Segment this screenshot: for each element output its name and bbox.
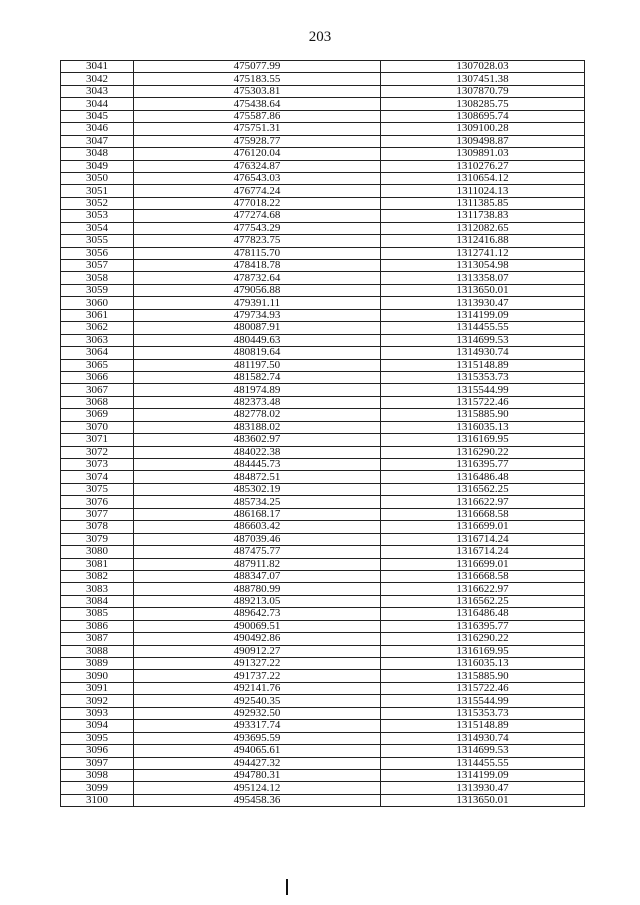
page-number: 203 xyxy=(308,29,332,45)
point-id-cell: 3082 xyxy=(61,570,134,582)
coordinates-table-body xyxy=(61,61,585,807)
table-row xyxy=(61,297,585,309)
point-id-cell: 3091 xyxy=(61,682,134,694)
point-id-cell: 3069 xyxy=(61,409,134,421)
x-coordinate-cell: 487911.82 xyxy=(134,558,381,570)
table-row xyxy=(61,347,585,359)
point-id-cell: 3043 xyxy=(61,85,134,97)
point-id-cell: 3041 xyxy=(61,61,134,73)
table-row xyxy=(61,732,585,744)
x-coordinate-cell: 486603.42 xyxy=(134,521,381,533)
table-row xyxy=(61,384,585,396)
point-id-cell: 3063 xyxy=(61,334,134,346)
point-id-cell: 3079 xyxy=(61,533,134,545)
x-coordinate-cell: 494065.61 xyxy=(134,745,381,757)
x-coordinate-cell: 486168.17 xyxy=(134,508,381,520)
x-coordinate-cell: 491737.22 xyxy=(134,670,381,682)
x-coordinate-cell: 479056.88 xyxy=(134,284,381,296)
y-coordinate-cell: 1315885.90 xyxy=(381,409,585,421)
x-coordinate-cell: 478418.78 xyxy=(134,260,381,272)
table-row xyxy=(61,633,585,645)
x-coordinate-cell: 475183.55 xyxy=(134,73,381,85)
footer-mark xyxy=(286,879,288,895)
y-coordinate-cell: 1315544.99 xyxy=(381,695,585,707)
point-id-cell: 3057 xyxy=(61,260,134,272)
table-row xyxy=(61,371,585,383)
x-coordinate-cell: 490492.86 xyxy=(134,633,381,645)
table-row xyxy=(61,757,585,769)
point-id-cell: 3094 xyxy=(61,720,134,732)
table-row xyxy=(61,695,585,707)
y-coordinate-cell: 1313358.07 xyxy=(381,272,585,284)
point-id-cell: 3078 xyxy=(61,521,134,533)
point-id-cell: 3054 xyxy=(61,222,134,234)
y-coordinate-cell: 1316714.24 xyxy=(381,533,585,545)
table-row xyxy=(61,570,585,582)
table-row xyxy=(61,272,585,284)
table-row xyxy=(61,185,585,197)
point-id-cell: 3100 xyxy=(61,794,134,806)
x-coordinate-cell: 492932.50 xyxy=(134,707,381,719)
x-coordinate-cell: 477274.68 xyxy=(134,210,381,222)
x-coordinate-cell: 477018.22 xyxy=(134,197,381,209)
point-id-cell: 3074 xyxy=(61,471,134,483)
table-row xyxy=(61,110,585,122)
x-coordinate-cell: 476120.04 xyxy=(134,148,381,160)
table-row xyxy=(61,707,585,719)
x-coordinate-cell: 489642.73 xyxy=(134,608,381,620)
point-id-cell: 3060 xyxy=(61,297,134,309)
x-coordinate-cell: 478115.70 xyxy=(134,247,381,259)
table-row xyxy=(61,595,585,607)
y-coordinate-cell: 1313650.01 xyxy=(381,794,585,806)
y-coordinate-cell: 1315148.89 xyxy=(381,720,585,732)
y-coordinate-cell: 1315722.46 xyxy=(381,396,585,408)
table-row xyxy=(61,421,585,433)
y-coordinate-cell: 1315885.90 xyxy=(381,670,585,682)
y-coordinate-cell: 1316395.77 xyxy=(381,620,585,632)
y-coordinate-cell: 1316395.77 xyxy=(381,459,585,471)
point-id-cell: 3052 xyxy=(61,197,134,209)
y-coordinate-cell: 1316668.58 xyxy=(381,570,585,582)
point-id-cell: 3058 xyxy=(61,272,134,284)
point-id-cell: 3085 xyxy=(61,608,134,620)
x-coordinate-cell: 487039.46 xyxy=(134,533,381,545)
y-coordinate-cell: 1307451.38 xyxy=(381,73,585,85)
table-row xyxy=(61,61,585,73)
y-coordinate-cell: 1315722.46 xyxy=(381,682,585,694)
x-coordinate-cell: 481974.89 xyxy=(134,384,381,396)
y-coordinate-cell: 1312416.88 xyxy=(381,235,585,247)
x-coordinate-cell: 491327.22 xyxy=(134,658,381,670)
point-id-cell: 3090 xyxy=(61,670,134,682)
table-row xyxy=(61,782,585,794)
x-coordinate-cell: 487475.77 xyxy=(134,546,381,558)
y-coordinate-cell: 1315148.89 xyxy=(381,359,585,371)
y-coordinate-cell: 1308695.74 xyxy=(381,110,585,122)
y-coordinate-cell: 1312741.12 xyxy=(381,247,585,259)
point-id-cell: 3068 xyxy=(61,396,134,408)
table-row xyxy=(61,197,585,209)
table-row xyxy=(61,135,585,147)
table-row xyxy=(61,459,585,471)
x-coordinate-cell: 493695.59 xyxy=(134,732,381,744)
table-row xyxy=(61,309,585,321)
x-coordinate-cell: 493317.74 xyxy=(134,720,381,732)
point-id-cell: 3095 xyxy=(61,732,134,744)
y-coordinate-cell: 1316699.01 xyxy=(381,558,585,570)
table-row xyxy=(61,359,585,371)
y-coordinate-cell: 1311385.85 xyxy=(381,197,585,209)
table-row xyxy=(61,446,585,458)
table-row xyxy=(61,521,585,533)
y-coordinate-cell: 1316169.95 xyxy=(381,645,585,657)
table-row xyxy=(61,583,585,595)
x-coordinate-cell: 481582.74 xyxy=(134,371,381,383)
point-id-cell: 3059 xyxy=(61,284,134,296)
table-row xyxy=(61,172,585,184)
x-coordinate-cell: 475928.77 xyxy=(134,135,381,147)
x-coordinate-cell: 485302.19 xyxy=(134,483,381,495)
table-row xyxy=(61,546,585,558)
y-coordinate-cell: 1314699.53 xyxy=(381,334,585,346)
y-coordinate-cell: 1316035.13 xyxy=(381,658,585,670)
y-coordinate-cell: 1313054.98 xyxy=(381,260,585,272)
table-row xyxy=(61,558,585,570)
y-coordinate-cell: 1314930.74 xyxy=(381,347,585,359)
y-coordinate-cell: 1314199.09 xyxy=(381,769,585,781)
y-coordinate-cell: 1313650.01 xyxy=(381,284,585,296)
x-coordinate-cell: 481197.50 xyxy=(134,359,381,371)
point-id-cell: 3048 xyxy=(61,148,134,160)
point-id-cell: 3053 xyxy=(61,210,134,222)
x-coordinate-cell: 477823.75 xyxy=(134,235,381,247)
x-coordinate-cell: 483188.02 xyxy=(134,421,381,433)
x-coordinate-cell: 490069.51 xyxy=(134,620,381,632)
point-id-cell: 3042 xyxy=(61,73,134,85)
table-row xyxy=(61,73,585,85)
point-id-cell: 3096 xyxy=(61,745,134,757)
point-id-cell: 3081 xyxy=(61,558,134,570)
table-row xyxy=(61,769,585,781)
x-coordinate-cell: 483602.97 xyxy=(134,434,381,446)
y-coordinate-cell: 1314699.53 xyxy=(381,745,585,757)
point-id-cell: 3076 xyxy=(61,496,134,508)
y-coordinate-cell: 1314455.55 xyxy=(381,322,585,334)
point-id-cell: 3062 xyxy=(61,322,134,334)
x-coordinate-cell: 480449.63 xyxy=(134,334,381,346)
point-id-cell: 3080 xyxy=(61,546,134,558)
y-coordinate-cell: 1316290.22 xyxy=(381,446,585,458)
y-coordinate-cell: 1316290.22 xyxy=(381,633,585,645)
table-row xyxy=(61,322,585,334)
table-row xyxy=(61,260,585,272)
y-coordinate-cell: 1316714.24 xyxy=(381,546,585,558)
table-row xyxy=(61,85,585,97)
point-id-cell: 3064 xyxy=(61,347,134,359)
table-row xyxy=(61,645,585,657)
x-coordinate-cell: 490912.27 xyxy=(134,645,381,657)
point-id-cell: 3065 xyxy=(61,359,134,371)
table-row xyxy=(61,620,585,632)
point-id-cell: 3097 xyxy=(61,757,134,769)
y-coordinate-cell: 1316035.13 xyxy=(381,421,585,433)
table-row xyxy=(61,434,585,446)
y-coordinate-cell: 1316622.97 xyxy=(381,496,585,508)
table-row xyxy=(61,222,585,234)
table-row xyxy=(61,284,585,296)
x-coordinate-cell: 475751.31 xyxy=(134,123,381,135)
y-coordinate-cell: 1316562.25 xyxy=(381,595,585,607)
x-coordinate-cell: 488780.99 xyxy=(134,583,381,595)
x-coordinate-cell: 476543.03 xyxy=(134,172,381,184)
point-id-cell: 3047 xyxy=(61,135,134,147)
y-coordinate-cell: 1316562.25 xyxy=(381,483,585,495)
point-id-cell: 3055 xyxy=(61,235,134,247)
point-id-cell: 3072 xyxy=(61,446,134,458)
y-coordinate-cell: 1311024.13 xyxy=(381,185,585,197)
y-coordinate-cell: 1310654.12 xyxy=(381,172,585,184)
point-id-cell: 3067 xyxy=(61,384,134,396)
y-coordinate-cell: 1313930.47 xyxy=(381,782,585,794)
table-row xyxy=(61,670,585,682)
point-id-cell: 3093 xyxy=(61,707,134,719)
y-coordinate-cell: 1309891.03 xyxy=(381,148,585,160)
point-id-cell: 3044 xyxy=(61,98,134,110)
y-coordinate-cell: 1309100.28 xyxy=(381,123,585,135)
point-id-cell: 3050 xyxy=(61,172,134,184)
point-id-cell: 3084 xyxy=(61,595,134,607)
point-id-cell: 3092 xyxy=(61,695,134,707)
table-row xyxy=(61,123,585,135)
y-coordinate-cell: 1312082.65 xyxy=(381,222,585,234)
y-coordinate-cell: 1316622.97 xyxy=(381,583,585,595)
x-coordinate-cell: 479391.11 xyxy=(134,297,381,309)
table-row xyxy=(61,148,585,160)
point-id-cell: 3070 xyxy=(61,421,134,433)
x-coordinate-cell: 488347.07 xyxy=(134,570,381,582)
table-row xyxy=(61,98,585,110)
coordinates-table xyxy=(60,60,585,807)
x-coordinate-cell: 495124.12 xyxy=(134,782,381,794)
table-row xyxy=(61,794,585,806)
table-row xyxy=(61,210,585,222)
x-coordinate-cell: 482778.02 xyxy=(134,409,381,421)
x-coordinate-cell: 492540.35 xyxy=(134,695,381,707)
table-row xyxy=(61,247,585,259)
y-coordinate-cell: 1316668.58 xyxy=(381,508,585,520)
x-coordinate-cell: 485734.25 xyxy=(134,496,381,508)
y-coordinate-cell: 1309498.87 xyxy=(381,135,585,147)
x-coordinate-cell: 475303.81 xyxy=(134,85,381,97)
table-row xyxy=(61,508,585,520)
point-id-cell: 3073 xyxy=(61,459,134,471)
table-row xyxy=(61,483,585,495)
table-row xyxy=(61,720,585,732)
y-coordinate-cell: 1316486.48 xyxy=(381,608,585,620)
point-id-cell: 3088 xyxy=(61,645,134,657)
point-id-cell: 3066 xyxy=(61,371,134,383)
x-coordinate-cell: 476324.87 xyxy=(134,160,381,172)
x-coordinate-cell: 494427.32 xyxy=(134,757,381,769)
x-coordinate-cell: 484872.51 xyxy=(134,471,381,483)
y-coordinate-cell: 1313930.47 xyxy=(381,297,585,309)
y-coordinate-cell: 1315544.99 xyxy=(381,384,585,396)
table-row xyxy=(61,658,585,670)
point-id-cell: 3061 xyxy=(61,309,134,321)
x-coordinate-cell: 482373.48 xyxy=(134,396,381,408)
table-row xyxy=(61,235,585,247)
y-coordinate-cell: 1307028.03 xyxy=(381,61,585,73)
x-coordinate-cell: 492141.76 xyxy=(134,682,381,694)
x-coordinate-cell: 480087.91 xyxy=(134,322,381,334)
point-id-cell: 3049 xyxy=(61,160,134,172)
table-row xyxy=(61,471,585,483)
point-id-cell: 3077 xyxy=(61,508,134,520)
x-coordinate-cell: 495458.36 xyxy=(134,794,381,806)
x-coordinate-cell: 475587.86 xyxy=(134,110,381,122)
x-coordinate-cell: 484445.73 xyxy=(134,459,381,471)
point-id-cell: 3056 xyxy=(61,247,134,259)
point-id-cell: 3075 xyxy=(61,483,134,495)
point-id-cell: 3046 xyxy=(61,123,134,135)
y-coordinate-cell: 1308285.75 xyxy=(381,98,585,110)
y-coordinate-cell: 1316486.48 xyxy=(381,471,585,483)
table-row xyxy=(61,533,585,545)
y-coordinate-cell: 1314930.74 xyxy=(381,732,585,744)
point-id-cell: 3071 xyxy=(61,434,134,446)
point-id-cell: 3098 xyxy=(61,769,134,781)
x-coordinate-cell: 476774.24 xyxy=(134,185,381,197)
table-row xyxy=(61,496,585,508)
x-coordinate-cell: 494780.31 xyxy=(134,769,381,781)
table-row xyxy=(61,409,585,421)
x-coordinate-cell: 478732.64 xyxy=(134,272,381,284)
point-id-cell: 3099 xyxy=(61,782,134,794)
point-id-cell: 3089 xyxy=(61,658,134,670)
table-row xyxy=(61,396,585,408)
x-coordinate-cell: 477543.29 xyxy=(134,222,381,234)
point-id-cell: 3087 xyxy=(61,633,134,645)
y-coordinate-cell: 1314455.55 xyxy=(381,757,585,769)
y-coordinate-cell: 1310276.27 xyxy=(381,160,585,172)
x-coordinate-cell: 480819.64 xyxy=(134,347,381,359)
table-row xyxy=(61,334,585,346)
y-coordinate-cell: 1316699.01 xyxy=(381,521,585,533)
point-id-cell: 3086 xyxy=(61,620,134,632)
x-coordinate-cell: 475438.64 xyxy=(134,98,381,110)
point-id-cell: 3083 xyxy=(61,583,134,595)
y-coordinate-cell: 1314199.09 xyxy=(381,309,585,321)
point-id-cell: 3045 xyxy=(61,110,134,122)
x-coordinate-cell: 484022.38 xyxy=(134,446,381,458)
y-coordinate-cell: 1311738.83 xyxy=(381,210,585,222)
y-coordinate-cell: 1315353.73 xyxy=(381,707,585,719)
table-row xyxy=(61,160,585,172)
y-coordinate-cell: 1316169.95 xyxy=(381,434,585,446)
x-coordinate-cell: 489213.05 xyxy=(134,595,381,607)
x-coordinate-cell: 479734.93 xyxy=(134,309,381,321)
table-row xyxy=(61,608,585,620)
point-id-cell: 3051 xyxy=(61,185,134,197)
table-row xyxy=(61,682,585,694)
y-coordinate-cell: 1315353.73 xyxy=(381,371,585,383)
table-row xyxy=(61,745,585,757)
x-coordinate-cell: 475077.99 xyxy=(134,61,381,73)
y-coordinate-cell: 1307870.79 xyxy=(381,85,585,97)
